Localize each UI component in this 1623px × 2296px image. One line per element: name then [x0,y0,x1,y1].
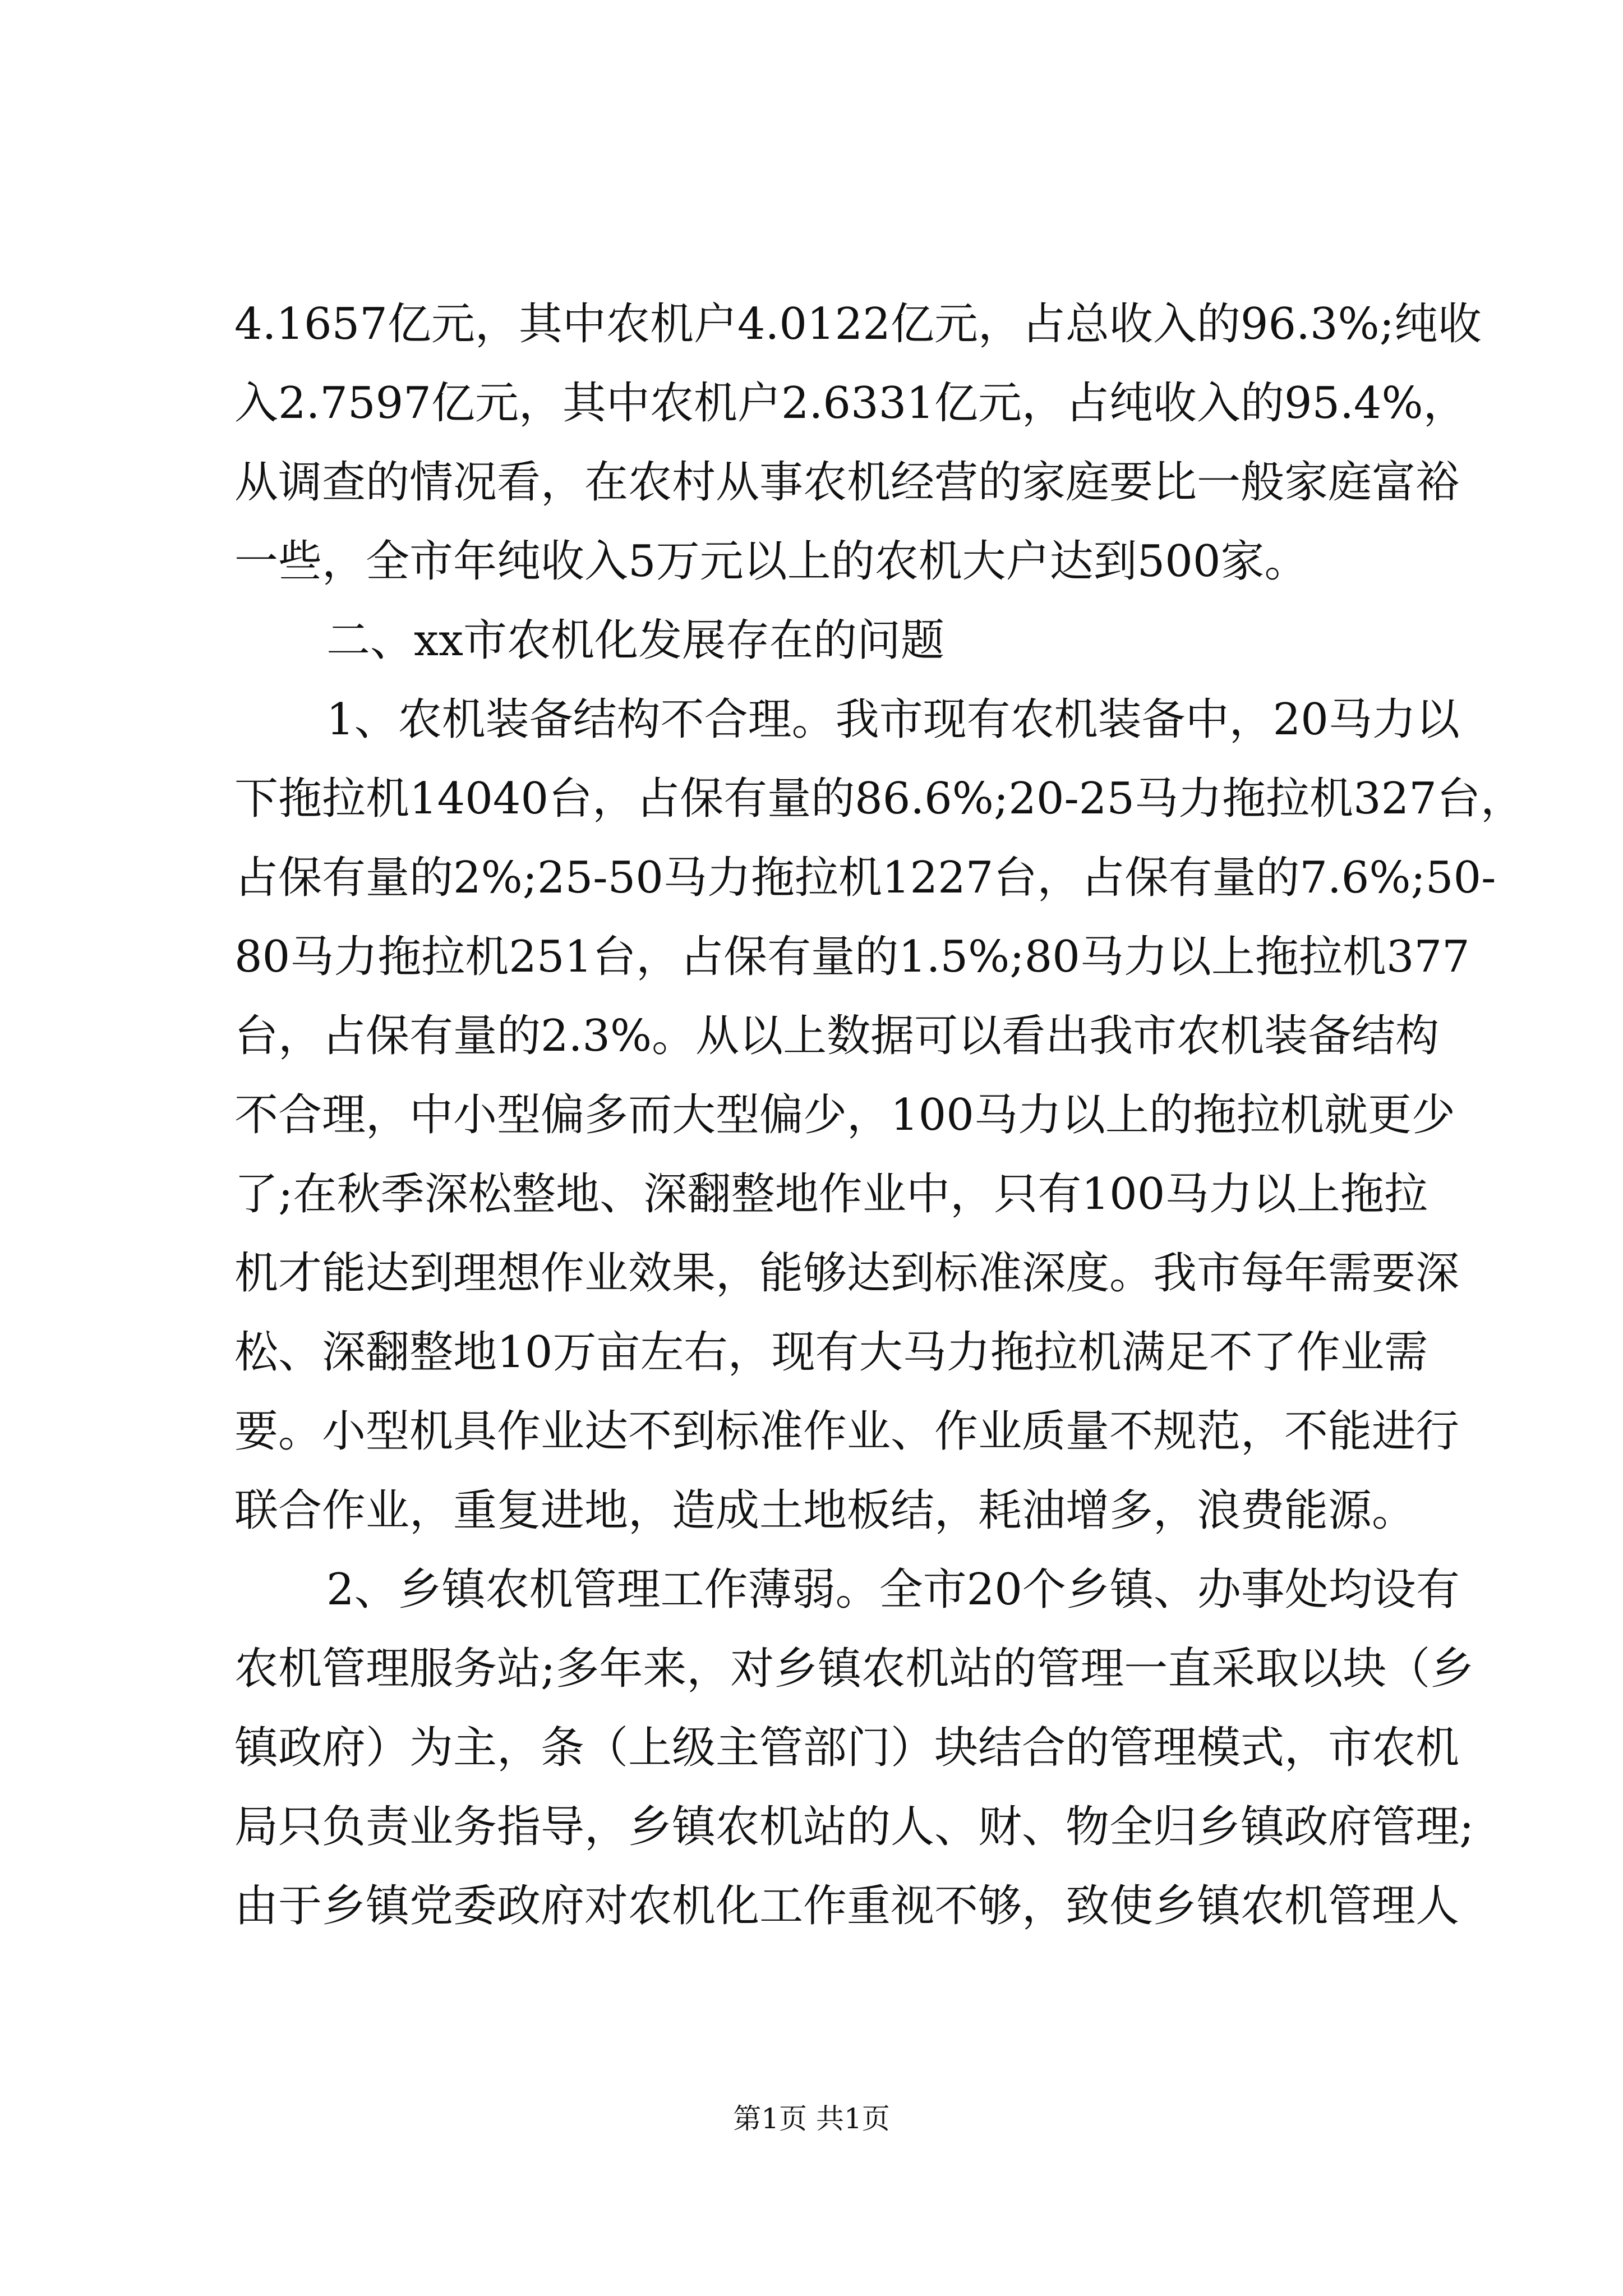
text-line: 局只负责业务指导，乡镇农机站的人、财、物全归乡镇政府管理; [234,1802,1474,1852]
paragraph-start-line: 2、乡镇农机管理工作薄弱。全市20个乡镇、办事处均设有 [326,1565,1460,1615]
text-line: 台，占保有量的2.3%。从以上数据可以看出我市农机装备结构 [234,1011,1440,1061]
text-line: 要。小型机具作业达不到标准作业、作业质量不规范，不能进行 [234,1406,1460,1457]
text-line: 机才能达到理想作业效果，能够达到标准深度。我市每年需要深 [234,1248,1460,1299]
text-line: 松、深翻整地10万亩左右，现有大马力拖拉机满足不了作业需 [234,1327,1428,1378]
text-line: 4.1657亿元，其中农机户4.0122亿元，占总收入的96.3%;纯收 [234,299,1482,349]
text-line: 一些，全市年纯收入5万元以上的农机大户达到500家。 [234,536,1308,587]
text-line: 80马力拖拉机251台，占保有量的1.5%;80马力以上拖拉机377 [234,932,1470,982]
text-line: 了;在秋季深松整地、深翻整地作业中，只有100马力以上拖拉 [234,1169,1428,1220]
page-number-footer: 第1页 共1页 [733,2102,890,2135]
text-line: 入2.7597亿元，其中农机户2.6331亿元，占纯收入的95.4%， [234,378,1467,429]
section-heading: 二、xx市农机化发展存在的问题 [326,615,944,666]
text-line: 从调查的情况看，在农村从事农机经营的家庭要比一般家庭富裕 [234,457,1460,508]
text-line: 联合作业，重复进地，造成土地板结，耗油增多，浪费能源。 [234,1485,1416,1536]
text-line: 由于乡镇党委政府对农机化工作重视不够，致使乡镇农机管理人 [234,1881,1460,1931]
text-line: 不合理，中小型偏多而大型偏少，100马力以上的拖拉机就更少 [234,1090,1455,1140]
text-line: 占保有量的2%;25-50马力拖拉机1227台，占保有量的7.6%;50- [234,853,1496,903]
paragraph-start-line: 1、农机装备结构不合理。我市现有农机装备中，20马力以 [326,694,1460,745]
text-line: 镇政府）为主，条（上级主管部门）块结合的管理模式，市农机 [234,1723,1460,1773]
text-line: 农机管理服务站;多年来，对乡镇农机站的管理一直采取以块（乡 [234,1644,1474,1694]
text-line: 下拖拉机14040台，占保有量的86.6%;20-25马力拖拉机327台， [234,774,1524,824]
